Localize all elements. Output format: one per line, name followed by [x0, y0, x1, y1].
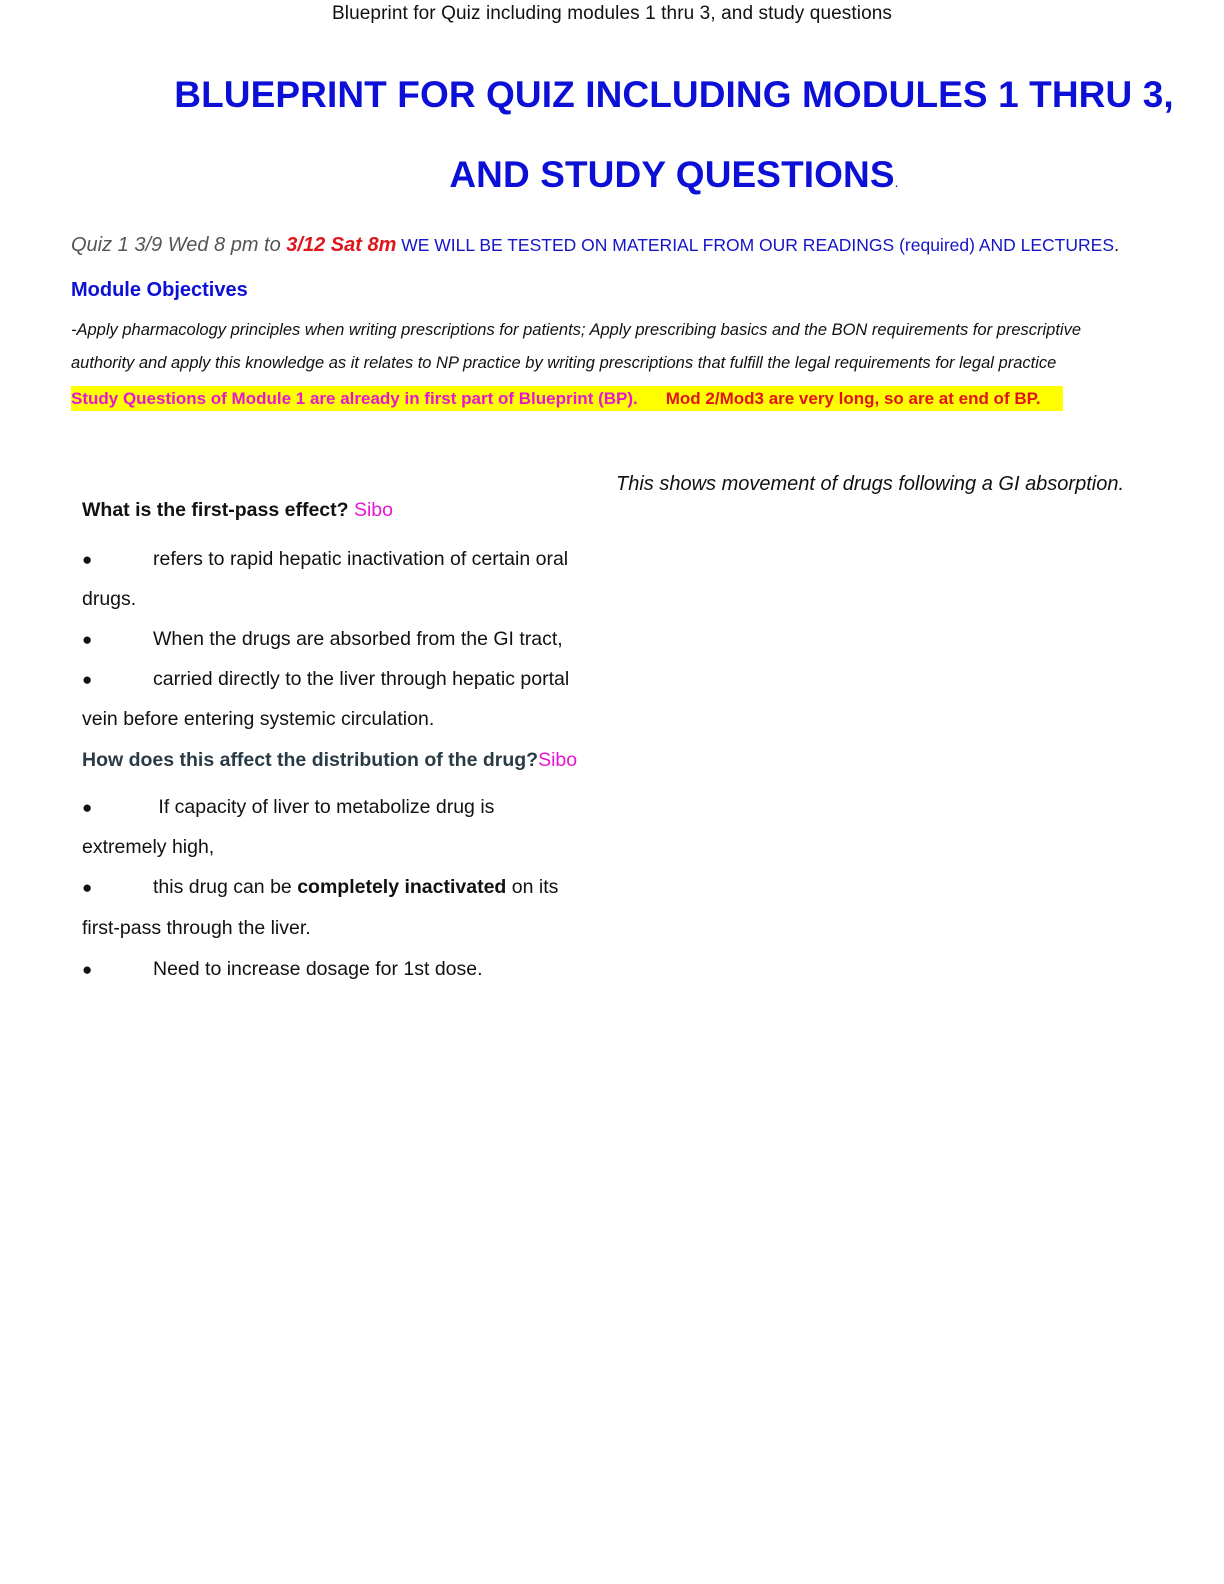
list-item [82, 548, 568, 571]
question-text: What is the first-pass effect? [82, 499, 349, 521]
bullet-icon: ● [82, 550, 93, 569]
list-item-continuation: vein before entering systemic circulation. [82, 708, 435, 730]
module-objectives-text-line-1: -Apply pharmacology principles when writing prescriptions for patients; Apply prescribing basics and the BON requirements for prescriptive [71, 321, 1082, 339]
list-item [82, 876, 558, 899]
running-header: Blueprint for Quiz including modules 1 thru 3, and study questions [331, 3, 893, 24]
bullet-icon: ● [82, 630, 93, 649]
highlight-module1-note: Study Questions of Module 1 are already in first part of Blueprint (BP). [71, 389, 638, 408]
question-distribution [82, 749, 577, 772]
list-item-text: If capacity of liver to metabolize drug is [153, 796, 495, 818]
bullet-icon: ● [82, 960, 93, 979]
quiz-line-period: . [1114, 234, 1120, 255]
quiz-start: Quiz 1 3/9 Wed 8 pm to [71, 234, 287, 256]
list-item-continuation: drugs. [82, 588, 137, 610]
module-objectives-heading: Module Objectives [71, 279, 248, 301]
list-item [82, 628, 563, 651]
list-item-text: When the drugs are absorbed from the GI tract, [153, 628, 563, 650]
highlighted-note [71, 386, 1063, 411]
bullet-icon: ● [82, 670, 93, 689]
question-author: Sibo [348, 499, 393, 521]
list-item [82, 958, 483, 981]
page-title-line-1: BLUEPRINT FOR QUIZ INCLUDING MODULES 1 THRU 3, [174, 74, 1174, 115]
list-item-text: refers to rapid hepatic inactivation of certain oral [153, 548, 569, 570]
list-item-text-emphasis: completely inactivated [297, 876, 507, 898]
list-item-continuation: extremely high, [82, 836, 215, 858]
question-first-pass [82, 499, 393, 522]
quiz-deadline: 3/12 Sat 8m [286, 234, 397, 256]
question-author: Sibo [538, 749, 578, 771]
bullet-icon: ● [82, 878, 93, 897]
module-objectives-text-line-2: authority and apply this knowledge as it relates to NP practice by writing prescriptions that fulfill the legal requirements for legal practice [71, 354, 1057, 372]
list-item-text-pre: this drug can be [153, 876, 298, 898]
page-title-trailing-dot: . [894, 174, 899, 190]
highlight-mod2-mod3-note: Mod 2/Mod3 are very long, so are at end of BP. [665, 389, 1041, 408]
bullet-icon: ● [82, 798, 93, 817]
list-item-text: Need to increase dosage for 1st dose. [153, 958, 483, 980]
list-item-continuation: first-pass through the liver. [82, 917, 311, 939]
page-title-text: AND STUDY QUESTIONS [449, 154, 895, 195]
page-title-line-2 [150, 154, 1198, 196]
quiz-schedule-line [71, 234, 1119, 257]
list-item-text: carried directly to the liver through hepatic portal [153, 668, 570, 690]
list-item [82, 796, 494, 819]
question-text: How does this affect the distribution of the drug? [82, 749, 539, 771]
quiz-material-note: WE WILL BE TESTED ON MATERIAL FROM OUR READINGS (required) AND LECTURES [396, 235, 1114, 255]
list-item [82, 668, 569, 691]
figure-caption: This shows movement of drugs following a GI absorption. [616, 473, 1125, 495]
list-item-text-post: on its [506, 876, 559, 898]
